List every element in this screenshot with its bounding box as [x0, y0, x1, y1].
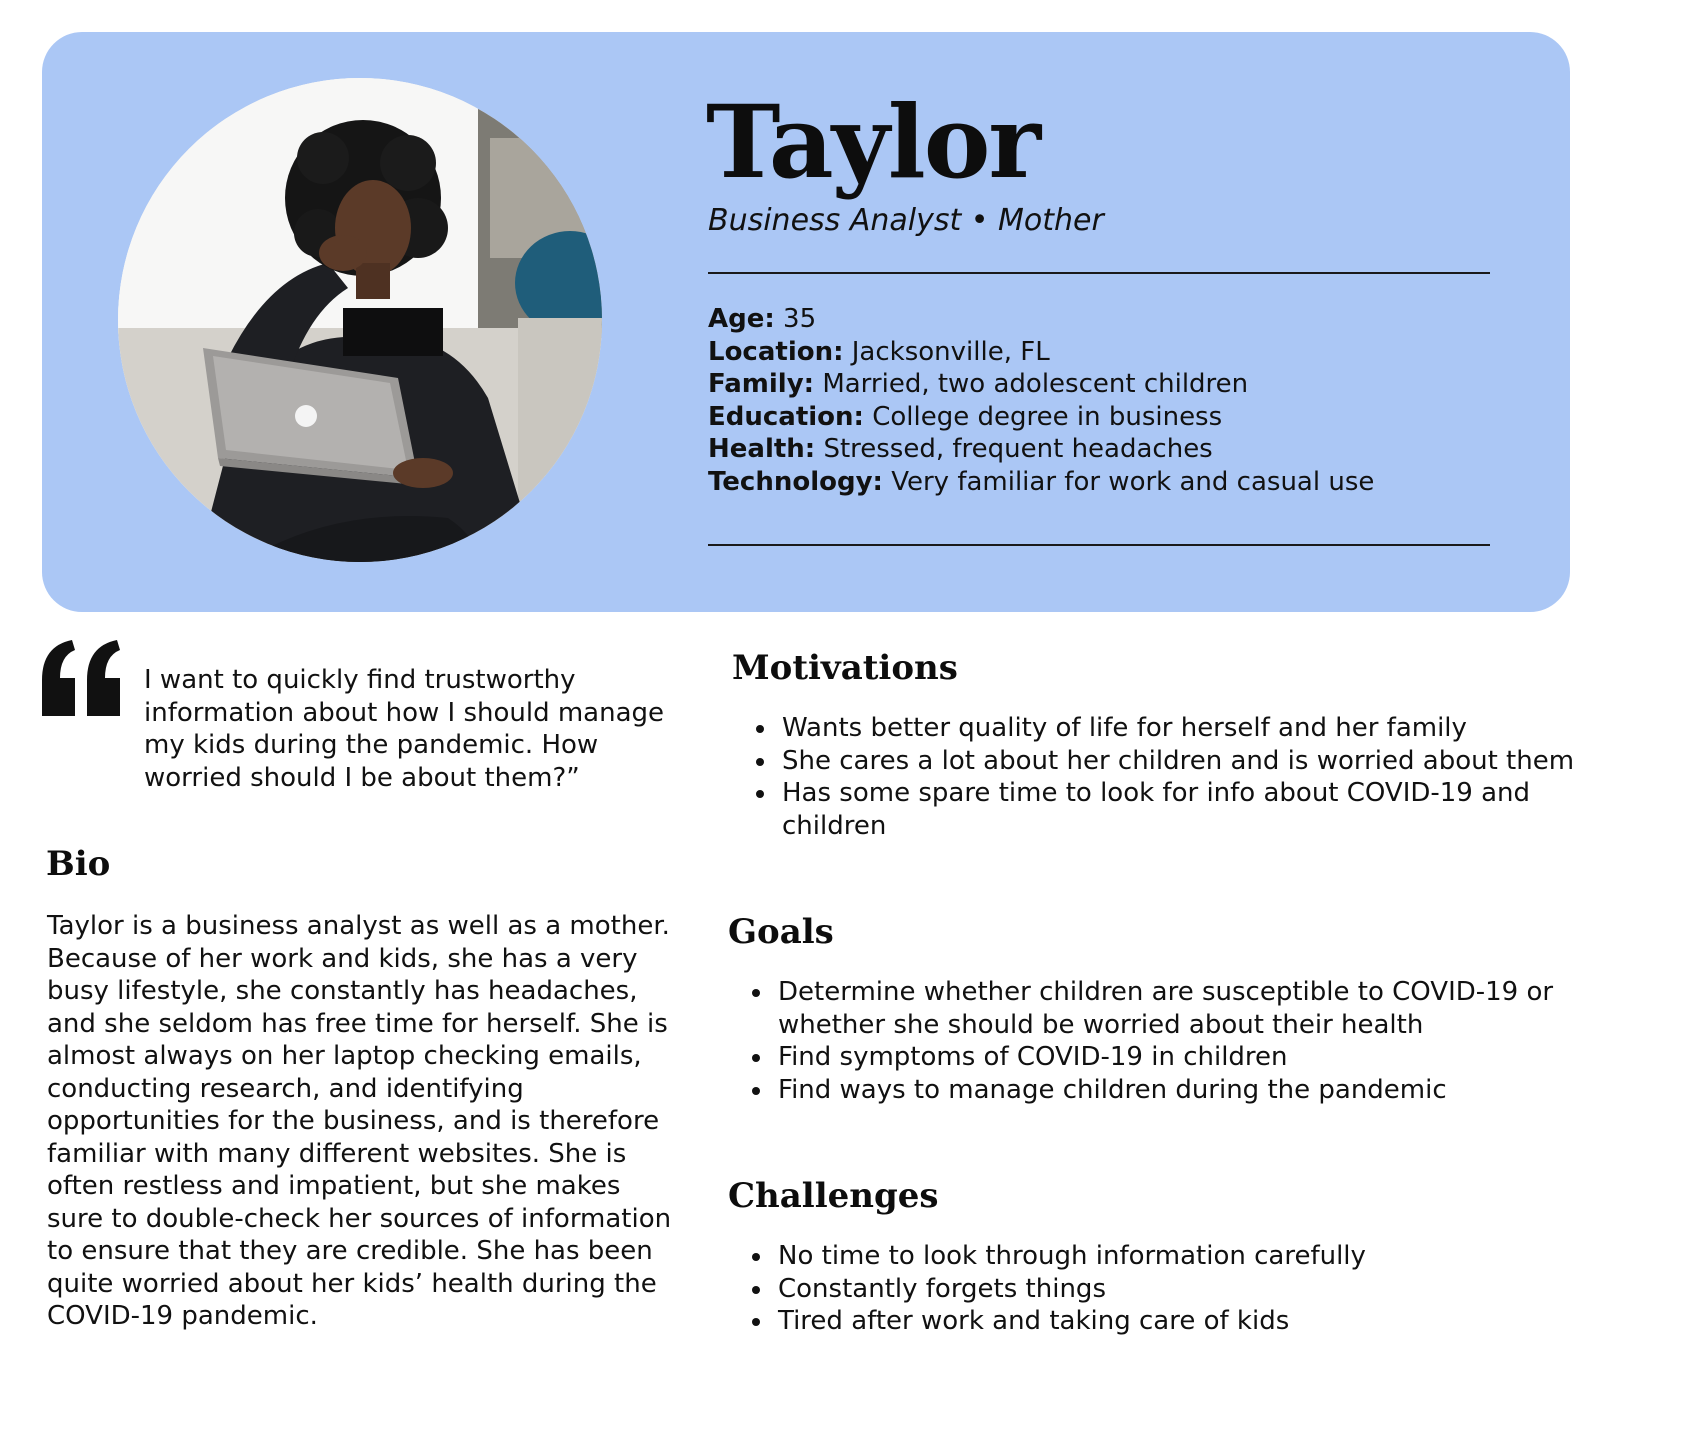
- list-item: • Find ways to manage children during the pandemic: [774, 1074, 1554, 1107]
- persona-roles: Business Analyst • Mother: [708, 203, 1104, 238]
- fact-family: [708, 368, 1374, 401]
- fact-label: Family:: [708, 369, 815, 399]
- fact-value: Married, two adolescent children: [822, 369, 1249, 399]
- quote-mark-icon: [42, 640, 120, 716]
- fact-education: [708, 401, 1374, 434]
- persona-quote: I want to quickly find trustworthy information about how I should manage my kids during the pandemic. How worried should I be about them?”: [144, 665, 665, 793]
- fact-value: Very familiar for work and casual use: [891, 466, 1375, 497]
- fact-value: 35: [783, 304, 817, 334]
- fact-label: Age:: [708, 304, 775, 334]
- list-item: • Wants better quality of life for herself and her family: [778, 712, 1578, 745]
- header-divider-bottom: [708, 544, 1490, 546]
- list-item: • Has some spare time to look for info about COVID-19 and children: [778, 777, 1578, 842]
- list-item: • Constantly forgets things: [774, 1273, 1554, 1306]
- list-item: • No time to look through information carefully: [774, 1240, 1554, 1273]
- goals-title: Goals: [728, 912, 834, 952]
- persona-name: Taylor: [706, 83, 1040, 201]
- bio-text: Taylor is a business analyst as well as a mother. Because of her work and kids, she has a very busy lifestyle, she constantly has headaches, and she seldom has free time for herself. She is almost always on her laptop checking emails, conducting research, and identifying opportunities for the business, and is therefore familiar with many different websites. She is often restless and impatient, but she makes sure to double-check her sources of information to ensure that they are credible. She has been quite worried about her kids’ health during the COVID-19 pandemic.: [47, 911, 672, 1331]
- persona-photo: [118, 78, 602, 562]
- list-item: • Find symptoms of COVID-19 in children: [774, 1041, 1554, 1074]
- bio-title: Bio: [46, 844, 111, 884]
- fact-health: [708, 433, 1374, 466]
- fact-technology: [708, 466, 1374, 499]
- fact-label: Health:: [708, 434, 816, 464]
- fact-value: College degree in business: [872, 401, 1223, 432]
- apple-logo-icon: [295, 405, 317, 427]
- fact-label: Technology:: [708, 466, 883, 497]
- header-divider-top: [708, 272, 1490, 274]
- list-item: • She cares a lot about her children and is worried about them: [778, 745, 1578, 778]
- list-item: • Tired after work and taking care of kids: [774, 1305, 1554, 1338]
- fact-location: [708, 336, 1374, 369]
- fact-value: Stressed, frequent headaches: [823, 434, 1213, 464]
- list-item: • Determine whether children are susceptible to COVID-19 or whether she should be worried about their health: [774, 976, 1554, 1041]
- persona-facts: [708, 303, 1374, 498]
- challenges-title: Challenges: [728, 1176, 939, 1216]
- fact-value: Jacksonville, FL: [851, 336, 1050, 367]
- challenges-list: [738, 1240, 1554, 1338]
- goals-list: [738, 976, 1554, 1106]
- fact-label: Education:: [708, 401, 864, 432]
- motivations-list: [742, 712, 1578, 842]
- fact-age: [708, 303, 1374, 336]
- motivations-title: Motivations: [732, 648, 958, 688]
- fact-label: Location:: [708, 336, 844, 367]
